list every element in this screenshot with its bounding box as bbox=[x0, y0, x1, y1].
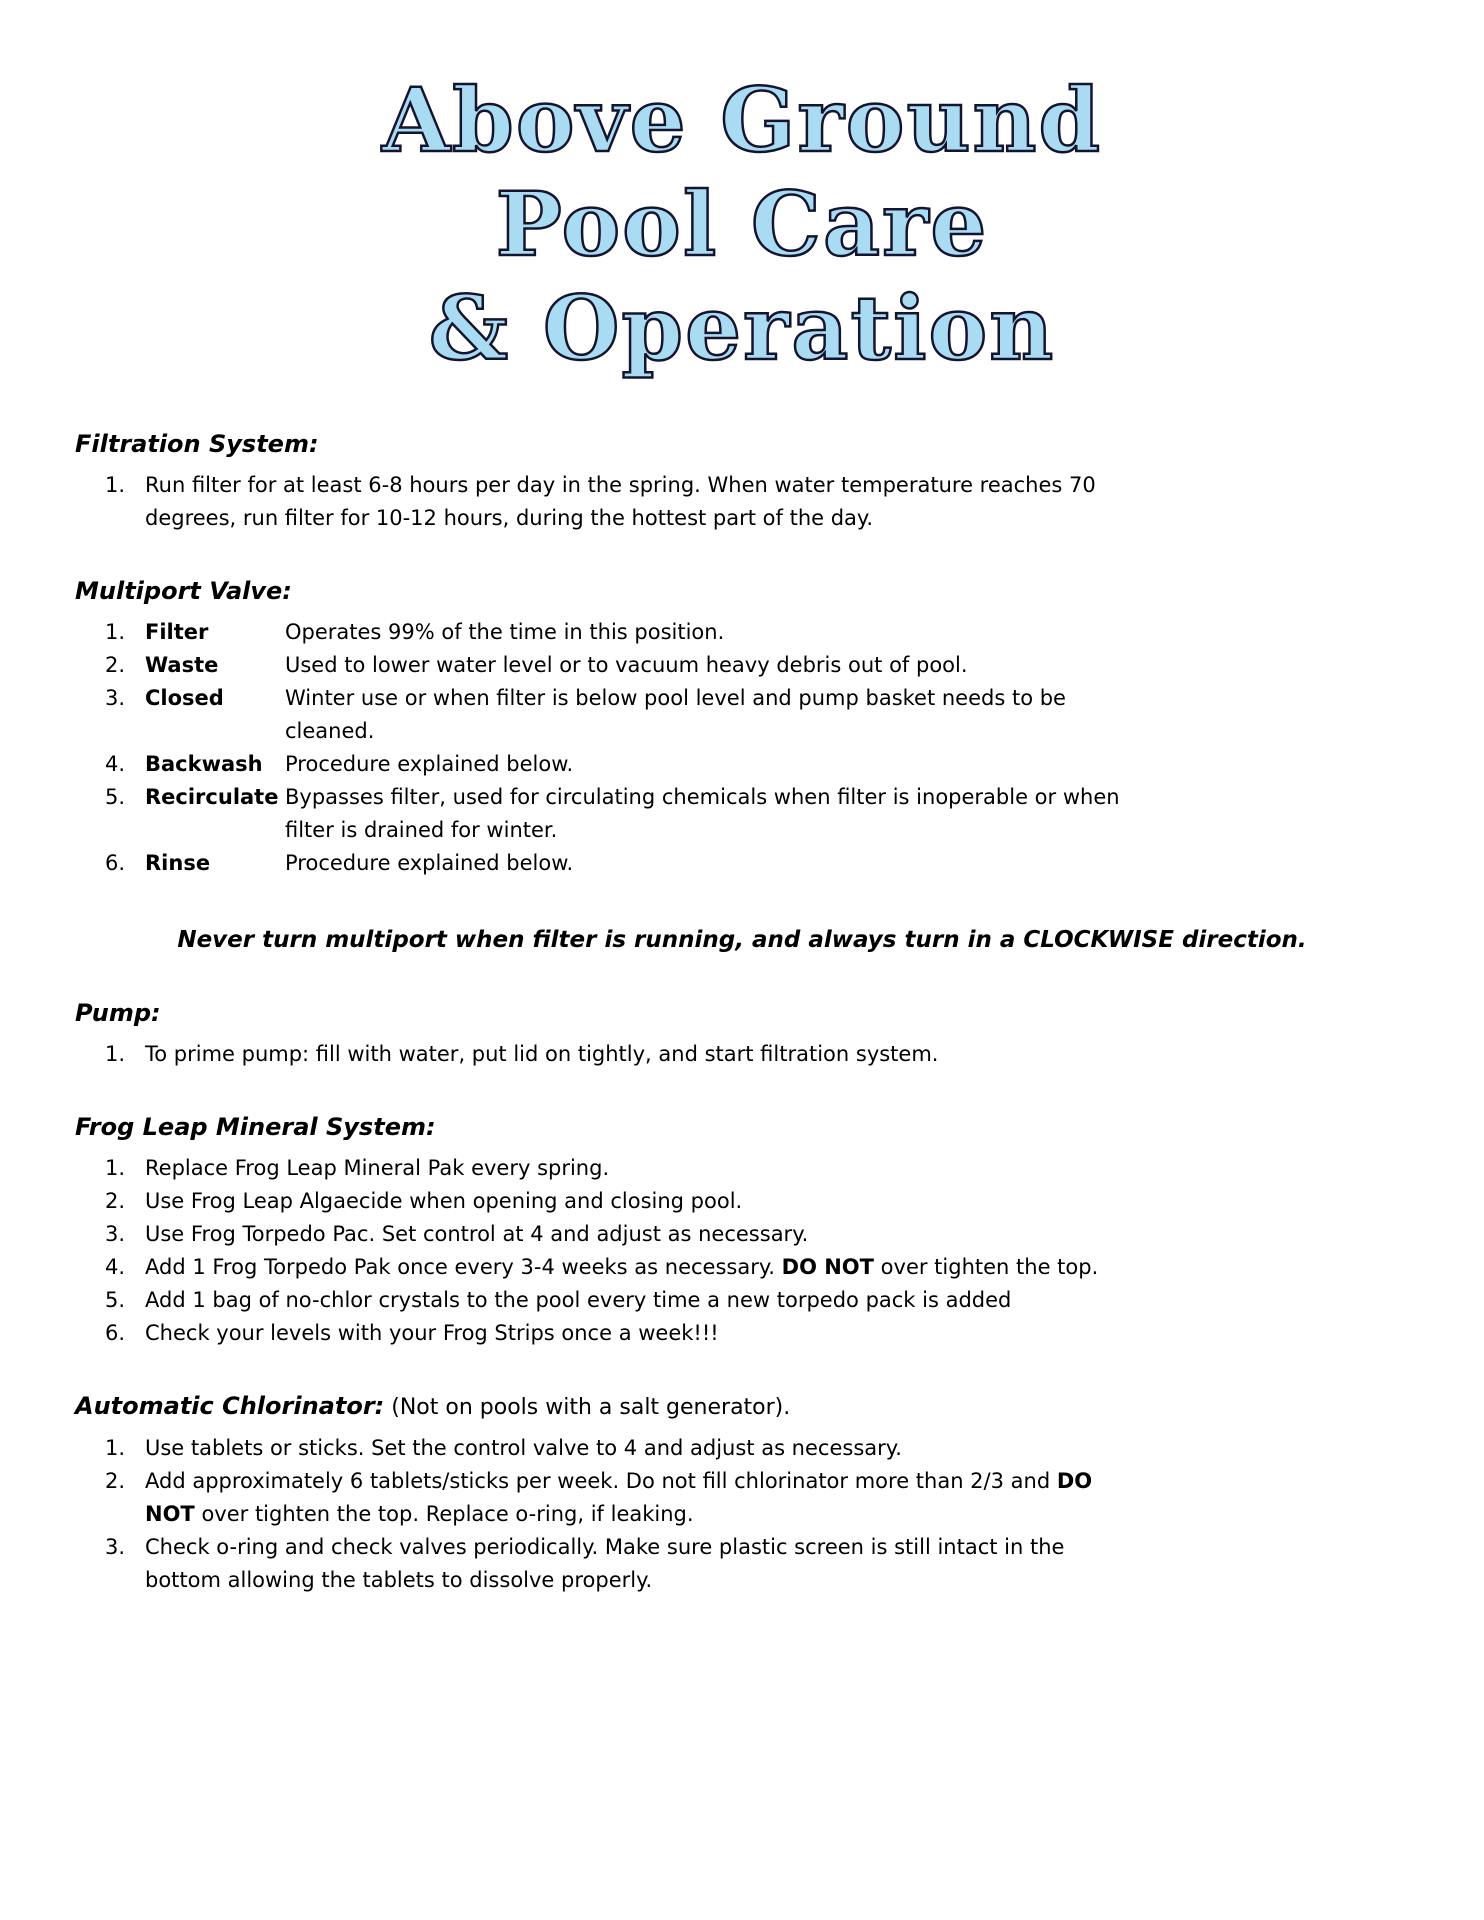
item-number: 2. bbox=[105, 1189, 126, 1213]
item-number: 1. bbox=[105, 473, 126, 497]
item-term: Recirculate bbox=[145, 785, 279, 809]
list-item bbox=[75, 847, 1409, 880]
item-number: 2. bbox=[105, 1469, 126, 1493]
item-description: Procedure explained below. bbox=[285, 752, 574, 776]
list-item bbox=[75, 1218, 1409, 1251]
item-text: Run filter for at least 6-8 hours per day in the spring. When water temperature reaches 70 degrees, run filter for 10-12 hours, during the hottest part of the day. bbox=[145, 473, 1096, 530]
item-term: Filter bbox=[145, 620, 209, 644]
title-line-3: & Operation & Operation bbox=[75, 276, 1409, 380]
list-item bbox=[75, 649, 1409, 682]
item-number: 5. bbox=[105, 785, 126, 809]
item-number: 3. bbox=[105, 1222, 126, 1246]
item-number: 1. bbox=[105, 1156, 126, 1180]
list-item bbox=[75, 616, 1409, 649]
item-term: Closed bbox=[145, 686, 224, 710]
item-text: Replace Frog Leap Mineral Pak every spring. bbox=[145, 1156, 610, 1180]
section-heading bbox=[75, 1390, 1409, 1424]
list-item bbox=[75, 1152, 1409, 1185]
item-number: 6. bbox=[105, 851, 126, 875]
section-heading-main: Automatic Chlorinator: bbox=[75, 1392, 385, 1420]
item-text: To prime pump: fill with water, put lid on tightly, and start filtration system. bbox=[145, 1042, 939, 1066]
list-item bbox=[75, 1465, 1409, 1531]
item-number: 3. bbox=[105, 686, 126, 710]
list-item bbox=[75, 781, 1409, 847]
section-pump bbox=[75, 997, 1409, 1071]
list-item bbox=[75, 1038, 1409, 1071]
item-number: 4. bbox=[105, 1255, 126, 1279]
item-term: Rinse bbox=[145, 851, 211, 875]
section-heading: Frog Leap Mineral System: bbox=[75, 1113, 436, 1141]
item-text-part: over tighten the top. Replace o-ring, if leaking. bbox=[194, 1502, 694, 1526]
document-title bbox=[75, 68, 1409, 380]
item-text: Add 1 bag of no-chlor crystals to the pool every time a new torpedo pack is added bbox=[145, 1288, 1012, 1312]
item-text-part: Add 1 Frog Torpedo Pak once every 3-4 weeks as necessary. bbox=[145, 1255, 782, 1279]
item-text: Check o-ring and check valves periodically. Make sure plastic screen is still intact in the bottom allowing the tablets to dissolve properly. bbox=[145, 1535, 1065, 1592]
item-text: Use tablets or sticks. Set the control valve to 4 and adjust as necessary. bbox=[145, 1436, 902, 1460]
item-text: Use Frog Leap Algaecide when opening and closing pool. bbox=[145, 1189, 743, 1213]
item-text: Use Frog Torpedo Pac. Set control at 4 and adjust as necessary. bbox=[145, 1222, 809, 1246]
list-item bbox=[75, 1284, 1409, 1317]
section-heading: Pump: bbox=[75, 999, 161, 1027]
item-number: 1. bbox=[105, 1042, 126, 1066]
item-term: Waste bbox=[145, 653, 219, 677]
item-description: Bypasses filter, used for circulating chemicals when filter is inoperable or when filter is drained for winter. bbox=[285, 785, 1120, 842]
list-item bbox=[75, 1251, 1409, 1284]
item-number: 5. bbox=[105, 1288, 126, 1312]
section-multiport-valve bbox=[75, 575, 1409, 880]
item-number: 1. bbox=[105, 620, 126, 644]
section-heading: Filtration System: bbox=[75, 430, 319, 458]
item-number: 1. bbox=[105, 1436, 126, 1460]
item-text: Check your levels with your Frog Strips once a week!!! bbox=[145, 1321, 719, 1345]
list-item bbox=[75, 469, 1409, 535]
list-item bbox=[75, 1317, 1409, 1350]
section-heading-suffix: (Not on pools with a salt generator). bbox=[384, 1395, 791, 1420]
item-number: 4. bbox=[105, 752, 126, 776]
item-text-part: Add approximately 6 tablets/sticks per week. Do not fill chlorinator more than 2/3 and bbox=[145, 1469, 1057, 1493]
multiport-warning: Never turn multiport when filter is running, and always turn in a CLOCKWISE direction. bbox=[177, 927, 1307, 953]
item-description: Operates 99% of the time in this position. bbox=[285, 620, 725, 644]
item-text bbox=[145, 1465, 1135, 1531]
item-text-emphasis: DO NOT bbox=[781, 1255, 874, 1279]
list-item bbox=[75, 1432, 1409, 1465]
title-line-1: Above Ground Above Ground bbox=[75, 68, 1409, 172]
section-heading: Multiport Valve: bbox=[75, 577, 292, 605]
list-item bbox=[75, 1185, 1409, 1218]
item-number: 6. bbox=[105, 1321, 126, 1345]
item-description: Procedure explained below. bbox=[285, 851, 574, 875]
list-item bbox=[75, 682, 1409, 748]
item-text bbox=[145, 1251, 1098, 1284]
item-number: 2. bbox=[105, 653, 126, 677]
item-description: Used to lower water level or to vacuum heavy debris out of pool. bbox=[285, 653, 968, 677]
title-line-2: Pool Care Pool Care bbox=[75, 172, 1409, 276]
section-filtration-system bbox=[75, 428, 1409, 535]
item-term: Backwash bbox=[145, 752, 263, 776]
list-item bbox=[75, 748, 1409, 781]
list-item bbox=[75, 1531, 1409, 1597]
item-text-part: over tighten the top. bbox=[874, 1255, 1099, 1279]
section-frog-leap-mineral-system bbox=[75, 1111, 1409, 1350]
item-text-emphasis: DO NOT bbox=[145, 1469, 1093, 1526]
item-description: Winter use or when filter is below pool level and pump basket needs to be cleaned. bbox=[285, 686, 1066, 743]
item-number: 3. bbox=[105, 1535, 126, 1559]
section-automatic-chlorinator bbox=[75, 1390, 1409, 1597]
